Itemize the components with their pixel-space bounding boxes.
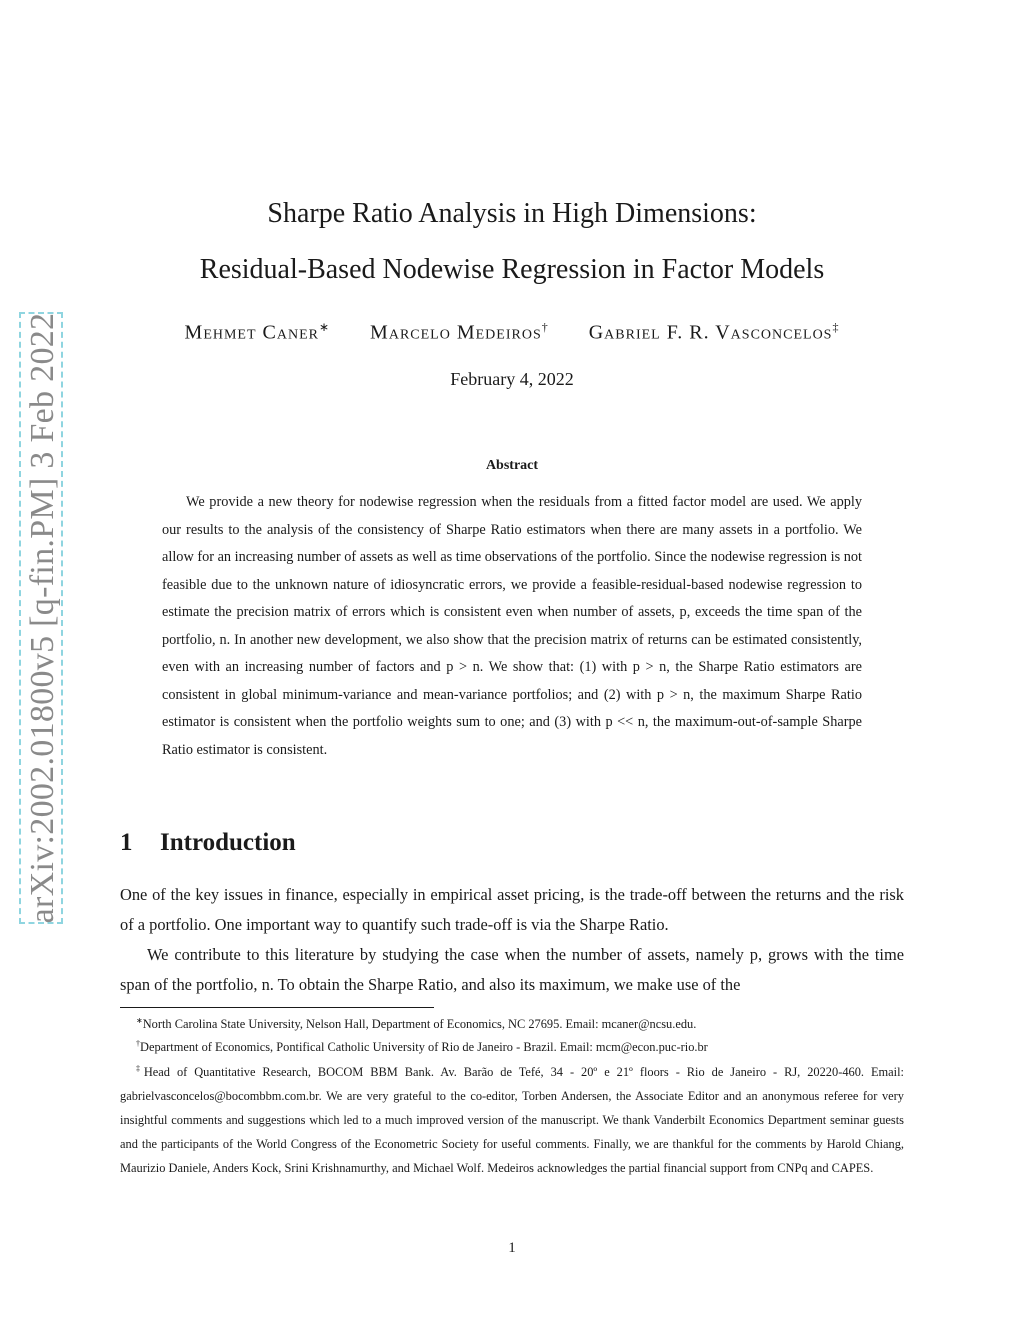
footnote-2: †Department of Economics, Pontifical Catholic University of Rio de Janeiro - Brazil. Email: mcm@econ.puc-rio.br (136, 1039, 708, 1055)
author-list (0, 320, 1024, 345)
author-2: Marcelo Medeiros† (370, 320, 549, 344)
footnote-rule (120, 1007, 434, 1008)
footnote-1: ∗North Carolina State University, Nelson Hall, Department of Economics, NC 27695. Email: mcaner@ncsu.edu. (136, 1016, 697, 1032)
section-title: Introduction (160, 829, 296, 856)
footnote-3: ‡Head of Quantitative Research, BOCOM BBM Bank. Av. Barão de Tefé, 34 - 20º e 21º floors - Rio de Janeiro - RJ, 20220-460. Email: gabrielvasconcelos@bocombbm.com.br. We are very grateful to the co-editor, Torben Andersen, the Associate Editor and an anonymous referee for very insightful comments and suggestions which led to a much improved version of the manuscript. We thank Vanderbilt Economics Department seminar guests and the participants of the World Congress of the Econometric Society for useful comments. Finally, we are thankful for the comments by Harold Chiang, Maurizio Daniele, Anders Kock, Srini Krishnamurthy, and Michael Wolf. Medeiros acknowledges the partial financial support from CNPq and CAPES. (120, 1064, 904, 1176)
body-paragraph-1: One of the key issues in finance, especially in empirical asset pricing, is the trade-off between the returns and the risk of a portfolio. One important way to quantify such trade-off is via the Sharpe Ratio. (120, 885, 904, 934)
footnotes (120, 1011, 904, 1180)
author-3: Gabriel F. R. Vasconcelos‡ (588, 320, 840, 344)
publication-date: February 4, 2022 (450, 369, 574, 389)
arxiv-identifier[interactable]: arXiv:2002.01800v5 [q-fin.PM] 3 Feb 2022 (24, 312, 61, 924)
paper-title-line-2: Residual-Based Nodewise Regression in Factor Models (199, 254, 825, 285)
section-number: 1 (120, 829, 133, 856)
abstract-heading: Abstract (485, 458, 539, 473)
author-1: Mehmet Caner∗ (184, 320, 331, 344)
paper-title-line-1: Sharpe Ratio Analysis in High Dimensions: (267, 198, 757, 229)
abstract-text: We provide a new theory for nodewise regression when the residuals from a fitted factor model are used. We apply our results to the analysis of the consistency of Sharpe Ratio estimators when there are many assets in a portfolio. We allow for an increasing number of assets as well as time observations of the portfolio. Since the nodewise regression is not feasible due to the unknown nature of idiosyncratic errors, we provide a feasible-residual-based nodewise regression to estimate the precision matrix of errors which is consistent even when number of assets, p, exceeds the time span of the portfolio, n. In another new development, we also show that the precision matrix of returns can be estimated consistently, even with an increasing number of factors and p > n. We show that: (1) with p > n, the Sharpe Ratio estimators are consistent in global minimum-variance and mean-variance portfolios; and (2) with p > n, the maximum Sharpe Ratio estimator is consistent when the portfolio weights sum to one; and (3) with p << n, the maximum-out-of-sample Sharpe Ratio estimator is consistent. (162, 494, 862, 758)
body-paragraph-2: We contribute to this literature by studying the case when the number of assets, namely p, grows with the time span of the portfolio, n. To obtain the Sharpe Ratio, and also its maximum, we make use of the (120, 945, 904, 994)
section-heading (120, 829, 296, 857)
page-number: 1 (508, 1240, 516, 1256)
